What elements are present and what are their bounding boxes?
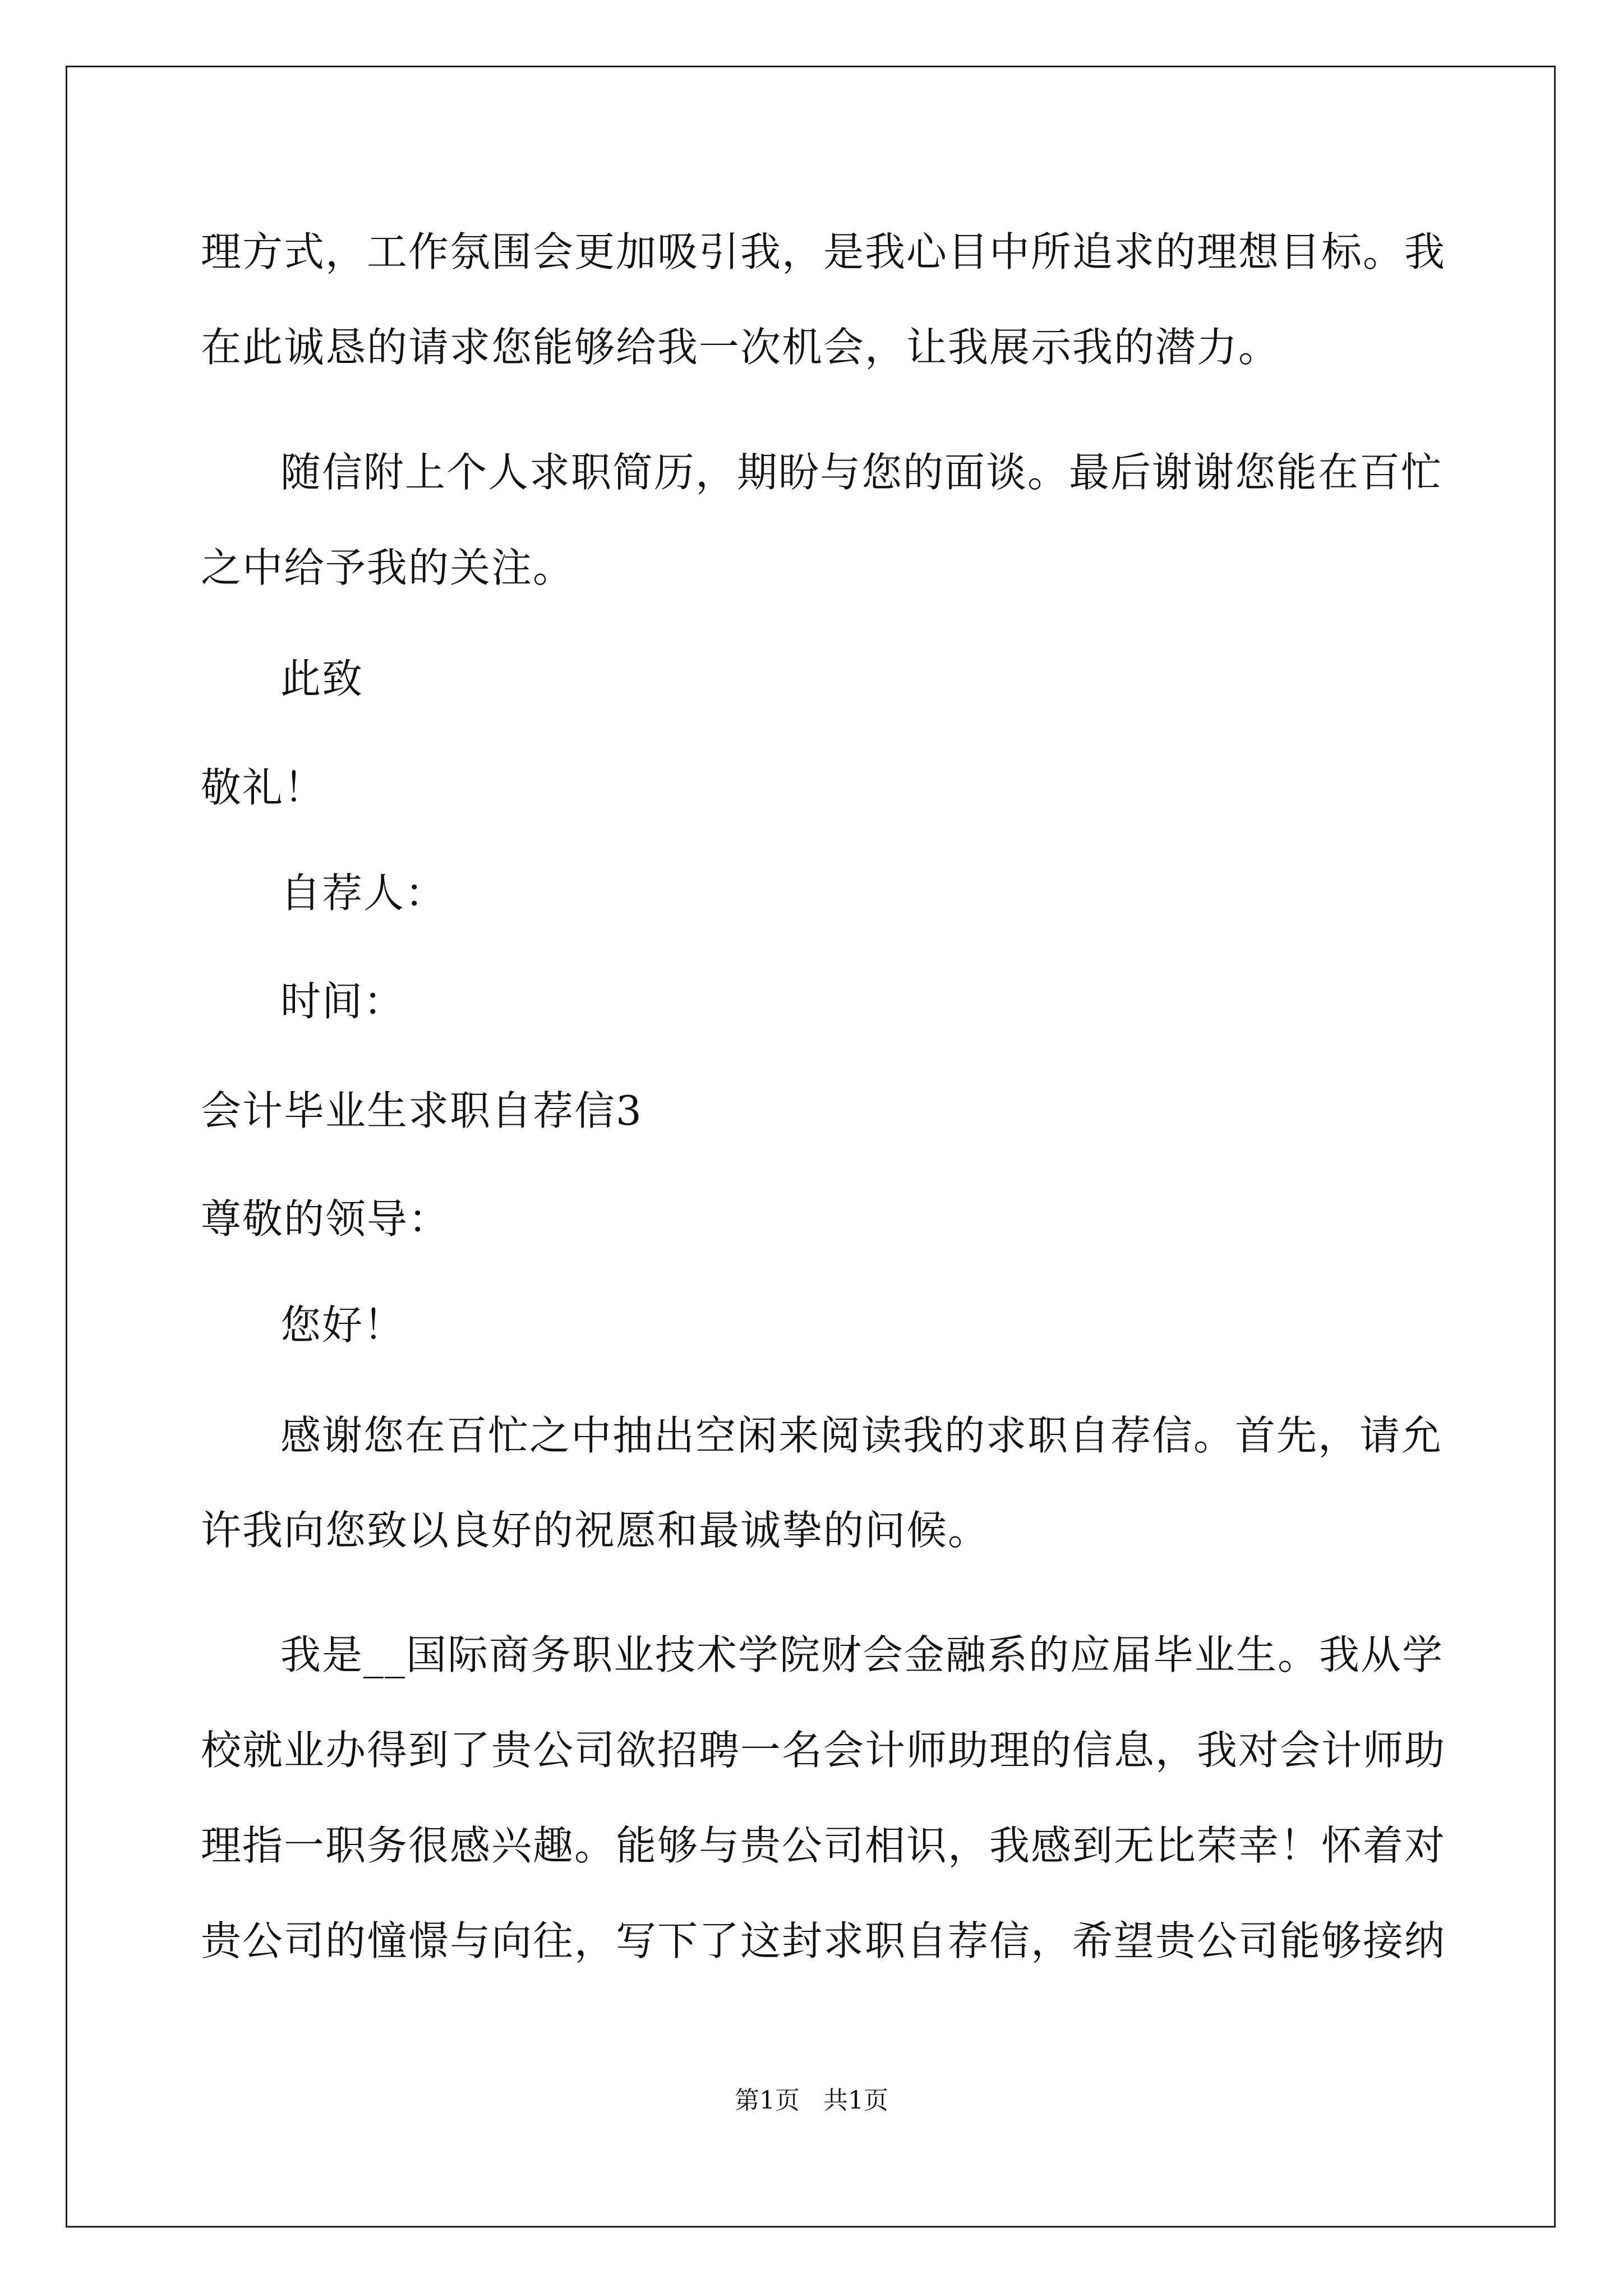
salutation-jingli: 敬礼！: [201, 764, 326, 811]
intro-paragraph-line-2: 许我向您致以良好的祝愿和最诚挚的问候。: [201, 1507, 990, 1554]
main-paragraph-line-2: 校就业办得到了贵公司欲招聘一名会计师助理的信息，我对会计师助: [201, 1727, 1446, 1774]
page-number-footer: 第1页 共1页: [735, 2086, 888, 2115]
body-line-2: 在此诚恳的请求您能够给我一次机会，让我展示我的潜力。: [201, 324, 1280, 371]
page-border: [66, 66, 1556, 2228]
main-paragraph-line-3: 理指一职务很感兴趣。能够与贵公司相识，我感到无比荣幸！怀着对: [201, 1822, 1446, 1869]
main-paragraph-line-1: 我是__国际商务职业技术学院财会金融系的应届毕业生。我从学: [280, 1631, 1444, 1678]
paragraph-closing-line-2: 之中给予我的关注。: [201, 544, 575, 591]
letter-title: 会计毕业生求职自荐信3: [201, 1087, 643, 1134]
date-label: 时间：: [280, 978, 405, 1025]
main-paragraph-line-4: 贵公司的憧憬与向往，写下了这封求职自荐信，希望贵公司能够接纳: [201, 1917, 1446, 1964]
salutation-cizhi: 此致: [280, 655, 364, 702]
intro-paragraph-line-1: 感谢您在百忙之中抽出空闲来阅读我的求职自荐信。首先，请允: [280, 1412, 1443, 1459]
greeting-recipient: 尊敬的领导：: [201, 1195, 450, 1243]
greeting-hello: 您好！: [280, 1301, 405, 1349]
body-line-1: 理方式，工作氛围会更加吸引我，是我心目中所追求的理想目标。我: [201, 228, 1446, 275]
signature-label: 自荐人：: [280, 869, 447, 917]
paragraph-closing-line-1: 随信附上个人求职简历，期盼与您的面谈。最后谢谢您能在百忙: [280, 449, 1443, 496]
